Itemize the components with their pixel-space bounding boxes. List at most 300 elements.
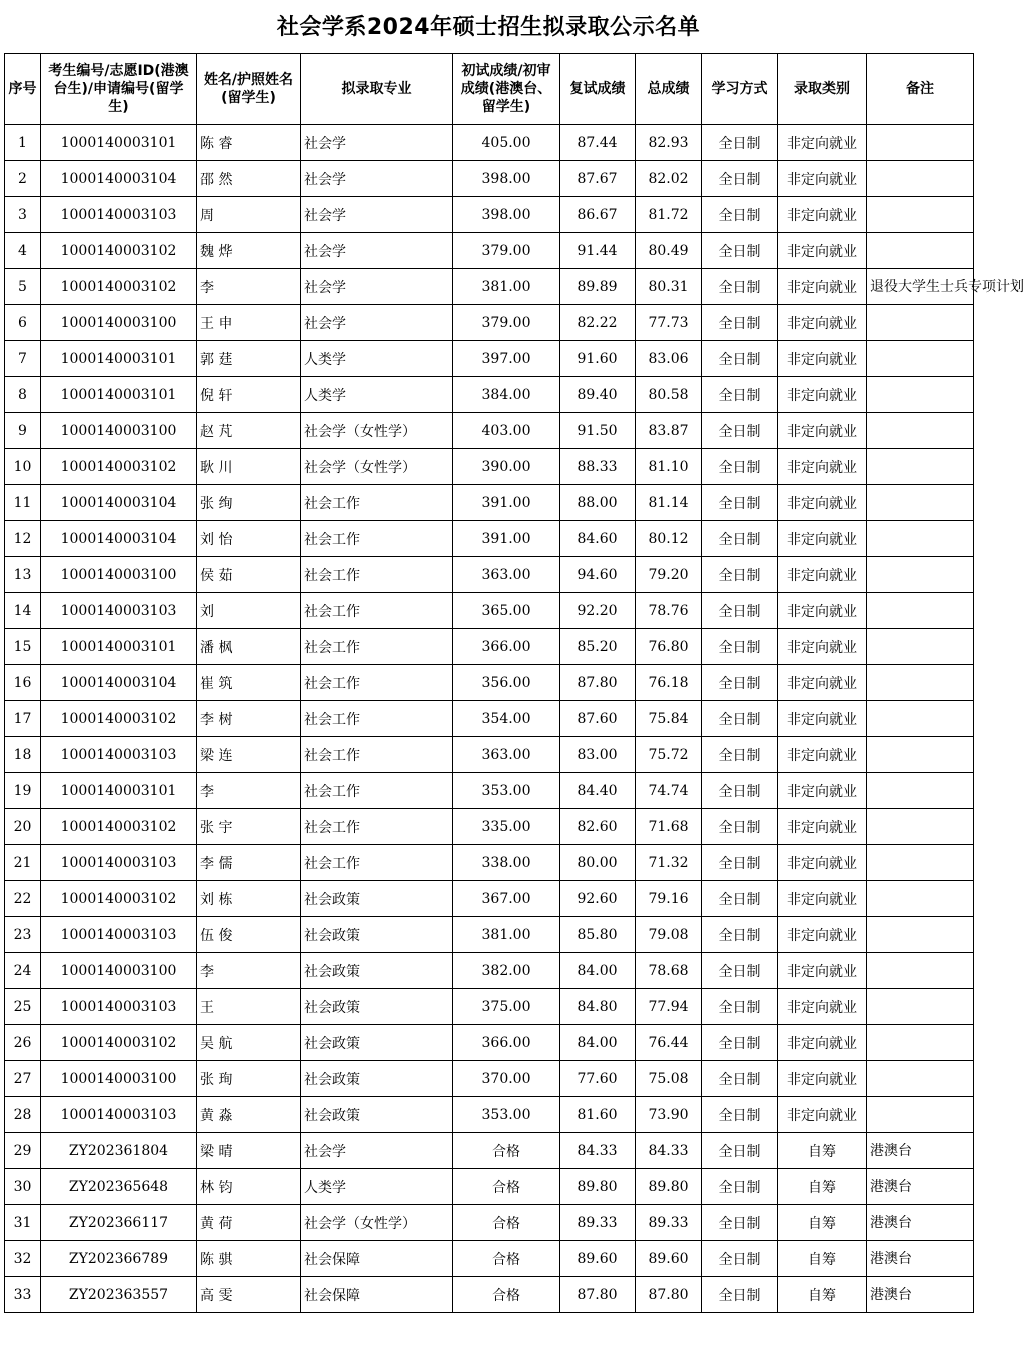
table-row (5, 485, 974, 521)
cell-name: 王 申 (197, 305, 301, 341)
cell-initial-score: 合格 (453, 1133, 560, 1169)
table-row (5, 161, 974, 197)
cell-name: 梁 连 (197, 737, 301, 773)
cell-category: 非定向就业 (778, 809, 867, 845)
cell-note (867, 701, 974, 737)
cell-initial-score: 375.00 (453, 989, 560, 1025)
table-row (5, 953, 974, 989)
table-row (5, 197, 974, 233)
cell-retest-score: 81.60 (560, 1097, 636, 1133)
cell-exam-id: 1000140003100 (41, 305, 197, 341)
cell-major: 社会学（女性学） (301, 1205, 453, 1241)
cell-study-mode: 全日制 (702, 521, 778, 557)
cell-seq: 7 (5, 341, 41, 377)
cell-exam-id: 1000140003103 (41, 197, 197, 233)
table-row (5, 1025, 974, 1061)
cell-exam-id: ZY202363557 (41, 1277, 197, 1313)
cell-name: 崔 筑 (197, 665, 301, 701)
cell-major: 社会工作 (301, 557, 453, 593)
cell-retest-score: 87.60 (560, 701, 636, 737)
header-name: 姓名/护照姓名(留学生) (197, 54, 301, 125)
cell-note (867, 917, 974, 953)
cell-name: 刘 (197, 593, 301, 629)
cell-category: 非定向就业 (778, 881, 867, 917)
cell-retest-score: 92.20 (560, 593, 636, 629)
cell-retest-score: 87.44 (560, 125, 636, 161)
cell-category: 非定向就业 (778, 845, 867, 881)
cell-initial-score: 391.00 (453, 521, 560, 557)
cell-retest-score: 83.00 (560, 737, 636, 773)
cell-exam-id: 1000140003100 (41, 1061, 197, 1097)
cell-retest-score: 80.00 (560, 845, 636, 881)
cell-note (867, 449, 974, 485)
table-header-row (5, 54, 974, 125)
cell-initial-score: 367.00 (453, 881, 560, 917)
cell-retest-score: 82.22 (560, 305, 636, 341)
cell-study-mode: 全日制 (702, 305, 778, 341)
cell-exam-id: 1000140003102 (41, 449, 197, 485)
cell-retest-score: 91.44 (560, 233, 636, 269)
cell-category: 非定向就业 (778, 1061, 867, 1097)
table-row (5, 269, 974, 305)
table-row (5, 449, 974, 485)
cell-seq: 14 (5, 593, 41, 629)
cell-retest-score: 91.60 (560, 341, 636, 377)
cell-total-score: 75.08 (636, 1061, 702, 1097)
cell-seq: 9 (5, 413, 41, 449)
cell-initial-score: 397.00 (453, 341, 560, 377)
cell-total-score: 76.18 (636, 665, 702, 701)
cell-total-score: 80.49 (636, 233, 702, 269)
cell-major: 社会政策 (301, 917, 453, 953)
cell-initial-score: 384.00 (453, 377, 560, 413)
cell-study-mode: 全日制 (702, 1205, 778, 1241)
header-note: 备注 (867, 54, 974, 125)
cell-total-score: 82.93 (636, 125, 702, 161)
cell-study-mode: 全日制 (702, 161, 778, 197)
cell-total-score: 78.68 (636, 953, 702, 989)
cell-name: 伍 俊 (197, 917, 301, 953)
cell-retest-score: 84.60 (560, 521, 636, 557)
cell-total-score: 81.14 (636, 485, 702, 521)
cell-major: 社会学（女性学） (301, 449, 453, 485)
cell-initial-score: 335.00 (453, 809, 560, 845)
cell-name: 高 雯 (197, 1277, 301, 1313)
cell-name: 李 (197, 773, 301, 809)
cell-initial-score: 363.00 (453, 557, 560, 593)
cell-exam-id: 1000140003103 (41, 989, 197, 1025)
cell-total-score: 71.68 (636, 809, 702, 845)
cell-exam-id: 1000140003104 (41, 665, 197, 701)
cell-exam-id: 1000140003102 (41, 701, 197, 737)
cell-exam-id: ZY202361804 (41, 1133, 197, 1169)
cell-major: 社会学 (301, 125, 453, 161)
cell-retest-score: 84.80 (560, 989, 636, 1025)
cell-retest-score: 87.80 (560, 1277, 636, 1313)
cell-study-mode: 全日制 (702, 1241, 778, 1277)
cell-seq: 30 (5, 1169, 41, 1205)
cell-retest-score: 77.60 (560, 1061, 636, 1097)
cell-name: 张 宇 (197, 809, 301, 845)
cell-study-mode: 全日制 (702, 413, 778, 449)
cell-study-mode: 全日制 (702, 953, 778, 989)
cell-seq: 2 (5, 161, 41, 197)
cell-total-score: 79.16 (636, 881, 702, 917)
cell-note: 退役大学生士兵专项计划 (867, 269, 974, 305)
cell-note (867, 377, 974, 413)
cell-note (867, 989, 974, 1025)
cell-retest-score: 84.40 (560, 773, 636, 809)
cell-name: 李 (197, 269, 301, 305)
cell-initial-score: 338.00 (453, 845, 560, 881)
cell-note (867, 557, 974, 593)
cell-initial-score: 365.00 (453, 593, 560, 629)
cell-name: 张 绚 (197, 485, 301, 521)
table-row (5, 1097, 974, 1133)
cell-exam-id: 1000140003103 (41, 917, 197, 953)
cell-major: 社会学 (301, 197, 453, 233)
cell-note: 港澳台 (867, 1205, 974, 1241)
cell-total-score: 89.33 (636, 1205, 702, 1241)
header-seq: 序号 (5, 54, 41, 125)
cell-seq: 1 (5, 125, 41, 161)
cell-category: 非定向就业 (778, 305, 867, 341)
table-row (5, 629, 974, 665)
cell-note (867, 413, 974, 449)
cell-exam-id: ZY202365648 (41, 1169, 197, 1205)
cell-total-score: 80.12 (636, 521, 702, 557)
cell-study-mode: 全日制 (702, 917, 778, 953)
cell-major: 社会政策 (301, 989, 453, 1025)
cell-category: 非定向就业 (778, 917, 867, 953)
cell-major: 人类学 (301, 1169, 453, 1205)
cell-retest-score: 84.00 (560, 1025, 636, 1061)
cell-category: 自筹 (778, 1169, 867, 1205)
cell-category: 非定向就业 (778, 665, 867, 701)
cell-note (867, 161, 974, 197)
cell-study-mode: 全日制 (702, 1097, 778, 1133)
cell-retest-score: 89.60 (560, 1241, 636, 1277)
table-row (5, 233, 974, 269)
cell-name: 黄 荷 (197, 1205, 301, 1241)
cell-retest-score: 84.00 (560, 953, 636, 989)
cell-study-mode: 全日制 (702, 377, 778, 413)
cell-study-mode: 全日制 (702, 1025, 778, 1061)
cell-seq: 21 (5, 845, 41, 881)
cell-major: 社会政策 (301, 953, 453, 989)
cell-initial-score: 381.00 (453, 917, 560, 953)
cell-category: 非定向就业 (778, 485, 867, 521)
cell-name: 林 钧 (197, 1169, 301, 1205)
cell-study-mode: 全日制 (702, 485, 778, 521)
cell-total-score: 84.33 (636, 1133, 702, 1169)
cell-major: 社会工作 (301, 521, 453, 557)
cell-seq: 23 (5, 917, 41, 953)
cell-note (867, 737, 974, 773)
cell-category: 非定向就业 (778, 1025, 867, 1061)
table-row (5, 1277, 974, 1313)
cell-category: 非定向就业 (778, 413, 867, 449)
cell-total-score: 74.74 (636, 773, 702, 809)
cell-study-mode: 全日制 (702, 1133, 778, 1169)
cell-note: 港澳台 (867, 1241, 974, 1277)
cell-major: 社会工作 (301, 593, 453, 629)
cell-category: 非定向就业 (778, 341, 867, 377)
cell-initial-score: 353.00 (453, 1097, 560, 1133)
cell-initial-score: 403.00 (453, 413, 560, 449)
cell-retest-score: 86.67 (560, 197, 636, 233)
header-category: 录取类别 (778, 54, 867, 125)
cell-name: 王 (197, 989, 301, 1025)
table-row (5, 1061, 974, 1097)
cell-retest-score: 84.33 (560, 1133, 636, 1169)
cell-note: 港澳台 (867, 1277, 974, 1313)
cell-study-mode: 全日制 (702, 737, 778, 773)
cell-category: 非定向就业 (778, 521, 867, 557)
cell-seq: 3 (5, 197, 41, 233)
cell-seq: 15 (5, 629, 41, 665)
cell-retest-score: 85.20 (560, 629, 636, 665)
cell-total-score: 79.08 (636, 917, 702, 953)
cell-seq: 4 (5, 233, 41, 269)
cell-seq: 8 (5, 377, 41, 413)
cell-seq: 5 (5, 269, 41, 305)
cell-note (867, 233, 974, 269)
cell-total-score: 79.20 (636, 557, 702, 593)
cell-exam-id: 1000140003101 (41, 377, 197, 413)
cell-name: 刘 怡 (197, 521, 301, 557)
cell-seq: 32 (5, 1241, 41, 1277)
cell-initial-score: 合格 (453, 1241, 560, 1277)
cell-total-score: 77.94 (636, 989, 702, 1025)
cell-major: 社会工作 (301, 845, 453, 881)
table-row (5, 341, 974, 377)
cell-seq: 33 (5, 1277, 41, 1313)
cell-category: 非定向就业 (778, 125, 867, 161)
cell-initial-score: 363.00 (453, 737, 560, 773)
cell-name: 潘 枫 (197, 629, 301, 665)
cell-retest-score: 89.40 (560, 377, 636, 413)
cell-note (867, 485, 974, 521)
cell-category: 自筹 (778, 1277, 867, 1313)
cell-study-mode: 全日制 (702, 125, 778, 161)
cell-retest-score: 87.80 (560, 665, 636, 701)
cell-note (867, 1097, 974, 1133)
table-row (5, 521, 974, 557)
cell-total-score: 83.06 (636, 341, 702, 377)
cell-category: 非定向就业 (778, 449, 867, 485)
cell-total-score: 77.73 (636, 305, 702, 341)
cell-study-mode: 全日制 (702, 593, 778, 629)
cell-major: 社会工作 (301, 485, 453, 521)
cell-major: 社会学 (301, 233, 453, 269)
cell-seq: 25 (5, 989, 41, 1025)
cell-name: 黄 淼 (197, 1097, 301, 1133)
cell-category: 非定向就业 (778, 233, 867, 269)
cell-major: 社会工作 (301, 701, 453, 737)
cell-study-mode: 全日制 (702, 773, 778, 809)
cell-total-score: 80.31 (636, 269, 702, 305)
cell-initial-score: 370.00 (453, 1061, 560, 1097)
cell-retest-score: 88.33 (560, 449, 636, 485)
cell-note (867, 305, 974, 341)
cell-study-mode: 全日制 (702, 1277, 778, 1313)
cell-note (867, 1025, 974, 1061)
cell-study-mode: 全日制 (702, 1061, 778, 1097)
cell-note (867, 809, 974, 845)
cell-name: 郭 莛 (197, 341, 301, 377)
cell-category: 非定向就业 (778, 377, 867, 413)
table-row (5, 1133, 974, 1169)
cell-name: 耿 川 (197, 449, 301, 485)
cell-name: 李 儒 (197, 845, 301, 881)
admission-table (4, 53, 1024, 1313)
cell-note (867, 521, 974, 557)
cell-category: 自筹 (778, 1205, 867, 1241)
cell-major: 社会保障 (301, 1277, 453, 1313)
cell-note (867, 341, 974, 377)
table-row (5, 989, 974, 1025)
cell-total-score: 89.80 (636, 1169, 702, 1205)
cell-name: 陈 骐 (197, 1241, 301, 1277)
cell-major: 社会工作 (301, 737, 453, 773)
page-title: 社会学系2024年硕士招生拟录取公示名单 (276, 15, 701, 40)
cell-total-score: 73.90 (636, 1097, 702, 1133)
cell-name: 赵 芃 (197, 413, 301, 449)
cell-initial-score: 合格 (453, 1169, 560, 1205)
cell-seq: 13 (5, 557, 41, 593)
cell-note: 港澳台 (867, 1169, 974, 1205)
cell-seq: 17 (5, 701, 41, 737)
cell-seq: 11 (5, 485, 41, 521)
cell-study-mode: 全日制 (702, 845, 778, 881)
table-row (5, 1205, 974, 1241)
cell-note (867, 629, 974, 665)
cell-seq: 27 (5, 1061, 41, 1097)
cell-study-mode: 全日制 (702, 881, 778, 917)
cell-study-mode: 全日制 (702, 809, 778, 845)
cell-major: 社会工作 (301, 665, 453, 701)
table-row (5, 701, 974, 737)
cell-study-mode: 全日制 (702, 989, 778, 1025)
cell-note (867, 593, 974, 629)
cell-initial-score: 379.00 (453, 233, 560, 269)
cell-initial-score: 382.00 (453, 953, 560, 989)
cell-major: 社会政策 (301, 1025, 453, 1061)
cell-initial-score: 354.00 (453, 701, 560, 737)
cell-note (867, 845, 974, 881)
cell-seq: 22 (5, 881, 41, 917)
cell-category: 自筹 (778, 1133, 867, 1169)
cell-note (867, 1061, 974, 1097)
cell-retest-score: 87.67 (560, 161, 636, 197)
cell-seq: 28 (5, 1097, 41, 1133)
cell-total-score: 82.02 (636, 161, 702, 197)
cell-study-mode: 全日制 (702, 701, 778, 737)
cell-retest-score: 88.00 (560, 485, 636, 521)
cell-category: 自筹 (778, 1241, 867, 1277)
cell-seq: 31 (5, 1205, 41, 1241)
cell-note (867, 881, 974, 917)
cell-major: 社会政策 (301, 1097, 453, 1133)
cell-initial-score: 合格 (453, 1205, 560, 1241)
cell-total-score: 76.44 (636, 1025, 702, 1061)
cell-category: 非定向就业 (778, 593, 867, 629)
cell-category: 非定向就业 (778, 989, 867, 1025)
cell-exam-id: ZY202366117 (41, 1205, 197, 1241)
table-row (5, 1169, 974, 1205)
cell-exam-id: 1000140003102 (41, 269, 197, 305)
cell-study-mode: 全日制 (702, 665, 778, 701)
cell-seq: 19 (5, 773, 41, 809)
cell-seq: 10 (5, 449, 41, 485)
cell-total-score: 75.72 (636, 737, 702, 773)
cell-retest-score: 89.33 (560, 1205, 636, 1241)
cell-category: 非定向就业 (778, 773, 867, 809)
cell-seq: 29 (5, 1133, 41, 1169)
cell-name: 李 树 (197, 701, 301, 737)
cell-category: 非定向就业 (778, 737, 867, 773)
cell-retest-score: 82.60 (560, 809, 636, 845)
cell-initial-score: 405.00 (453, 125, 560, 161)
cell-name: 侯 茹 (197, 557, 301, 593)
cell-total-score: 81.72 (636, 197, 702, 233)
cell-initial-score: 合格 (453, 1277, 560, 1313)
cell-name: 邵 然 (197, 161, 301, 197)
cell-initial-score: 391.00 (453, 485, 560, 521)
table-row (5, 557, 974, 593)
cell-note (867, 197, 974, 233)
header-retest-score: 复试成绩 (560, 54, 636, 125)
cell-category: 非定向就业 (778, 1097, 867, 1133)
cell-name: 刘 栋 (197, 881, 301, 917)
cell-major: 人类学 (301, 377, 453, 413)
cell-name: 吴 航 (197, 1025, 301, 1061)
cell-major: 社会学 (301, 269, 453, 305)
cell-total-score: 89.60 (636, 1241, 702, 1277)
cell-exam-id: 1000140003100 (41, 557, 197, 593)
cell-exam-id: ZY202366789 (41, 1241, 197, 1277)
cell-seq: 18 (5, 737, 41, 773)
cell-exam-id: 1000140003104 (41, 485, 197, 521)
cell-study-mode: 全日制 (702, 557, 778, 593)
cell-note (867, 665, 974, 701)
cell-major: 社会政策 (301, 1061, 453, 1097)
cell-major: 社会保障 (301, 1241, 453, 1277)
cell-seq: 26 (5, 1025, 41, 1061)
cell-initial-score: 381.00 (453, 269, 560, 305)
cell-seq: 6 (5, 305, 41, 341)
cell-study-mode: 全日制 (702, 197, 778, 233)
cell-exam-id: 1000140003102 (41, 233, 197, 269)
cell-total-score: 71.32 (636, 845, 702, 881)
cell-initial-score: 353.00 (453, 773, 560, 809)
table-row (5, 377, 974, 413)
cell-major: 社会学（女性学） (301, 413, 453, 449)
header-major: 拟录取专业 (301, 54, 453, 125)
table-row (5, 593, 974, 629)
cell-exam-id: 1000140003102 (41, 809, 197, 845)
cell-study-mode: 全日制 (702, 341, 778, 377)
cell-seq: 20 (5, 809, 41, 845)
cell-note (867, 125, 974, 161)
cell-initial-score: 390.00 (453, 449, 560, 485)
cell-note (867, 773, 974, 809)
table-row (5, 305, 974, 341)
cell-name: 李 (197, 953, 301, 989)
cell-exam-id: 1000140003104 (41, 161, 197, 197)
table-row (5, 845, 974, 881)
